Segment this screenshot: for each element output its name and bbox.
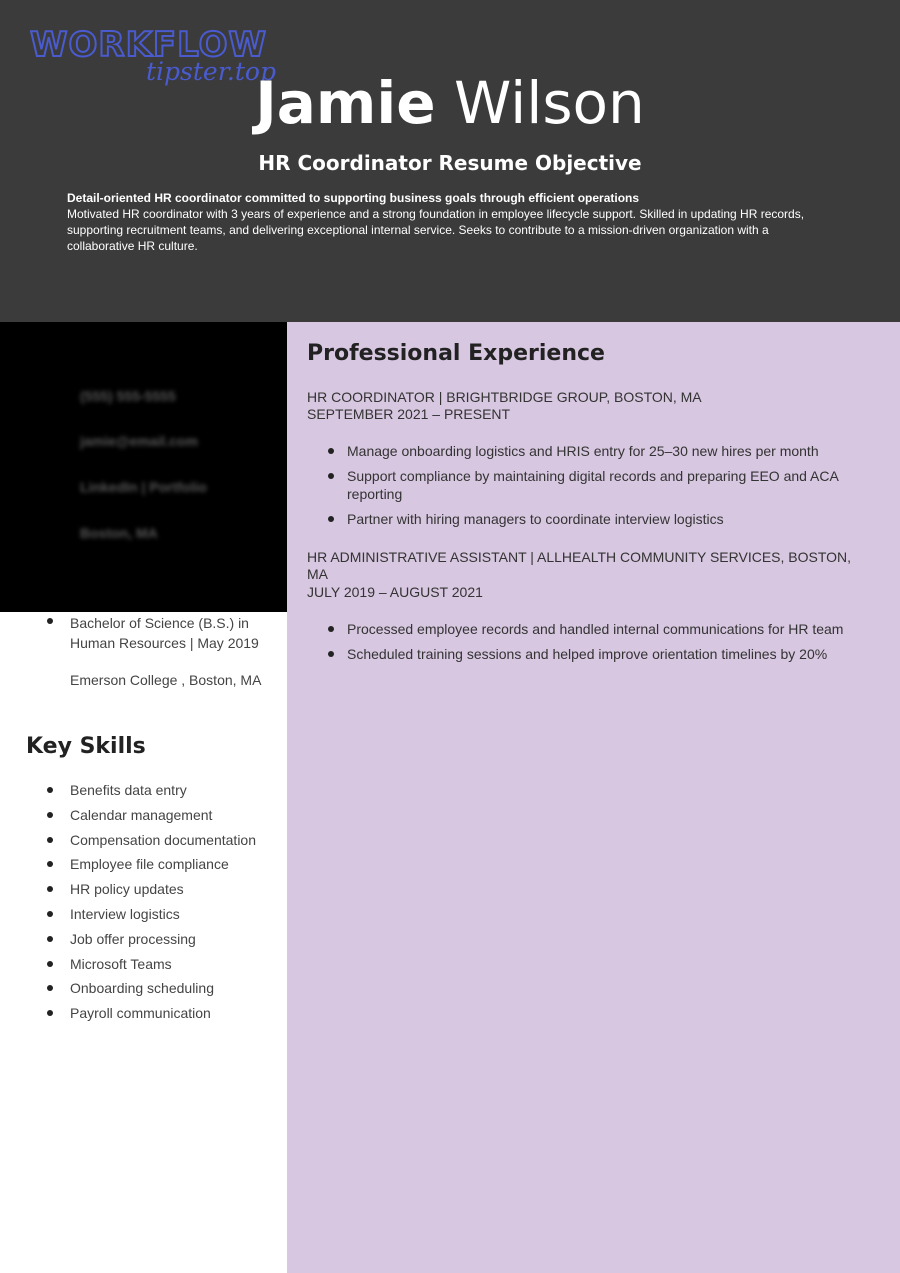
- last-name: Wilson: [454, 69, 645, 137]
- contact-linkedin: LinkedIn | Portfolio: [80, 479, 207, 495]
- contact-email: jamie@email.com: [80, 433, 198, 449]
- contact-phone: (555) 555-5555: [80, 388, 176, 404]
- skills-list: [30, 778, 280, 1026]
- list-item: Payroll communication: [30, 1001, 280, 1026]
- skills-heading: Key Skills: [26, 734, 146, 759]
- list-item: Partner with hiring managers to coordinate interview logistics: [307, 510, 882, 528]
- job-bullets: [307, 620, 892, 663]
- experience-heading: Professional Experience: [307, 341, 605, 366]
- list-item: Microsoft Teams: [30, 952, 280, 977]
- job-title: HR COORDINATOR | BRIGHTBRIDGE GROUP, BOSTON, MA: [307, 389, 702, 405]
- education-degree: Bachelor of Science (B.S.) in Human Resources | May 2019: [70, 615, 259, 651]
- bullet-dot: [47, 618, 53, 624]
- list-item: Manage onboarding logistics and HRIS entry for 25–30 new hires per month: [307, 442, 882, 460]
- list-item: Scheduled training sessions and helped improve orientation timelines by 20%: [307, 645, 892, 663]
- list-item: Compensation documentation: [30, 828, 280, 853]
- list-item: Support compliance by maintaining digital records and preparing EEO and ACA reporting: [307, 467, 882, 503]
- list-item: Calendar management: [30, 803, 280, 828]
- list-item: Onboarding scheduling: [30, 976, 280, 1001]
- education-school: Emerson College , Boston, MA: [70, 672, 262, 688]
- contact-location: Boston, MA: [80, 525, 158, 541]
- objective-lead: Detail-oriented HR coordinator committed to supporting business goals through efficient operations: [67, 191, 640, 205]
- list-item: Processed employee records and handled internal communications for HR team: [307, 620, 892, 638]
- list-item: HR policy updates: [30, 877, 280, 902]
- first-name: Jamie: [255, 69, 436, 137]
- list-item: Benefits data entry: [30, 778, 280, 803]
- candidate-name: [0, 68, 900, 138]
- job-dates: JULY 2019 – AUGUST 2021: [307, 584, 483, 600]
- contact-box: [0, 322, 287, 612]
- objective-title: HR Coordinator Resume Objective: [258, 151, 642, 175]
- resume-header: [0, 0, 900, 322]
- list-item: Interview logistics: [30, 902, 280, 927]
- job-bullets: [307, 442, 882, 528]
- list-item: Employee file compliance: [30, 852, 280, 877]
- watermark-sub-text: tipster.top: [146, 57, 276, 86]
- watermark-main-text: WORKFLOW: [30, 25, 268, 65]
- job-dates: SEPTEMBER 2021 – PRESENT: [307, 406, 511, 422]
- objective-body: Motivated HR coordinator with 3 years of experience and a strong foundation in employee lifecycle support. Skilled in updating HR records, supporting recruitment teams, and delivering exceptional internal service. Seeks to contribute to a mission-driven organization with a collaborative HR culture.: [67, 207, 805, 253]
- list-item: Job offer processing: [30, 927, 280, 952]
- job-title: HR ADMINISTRATIVE ASSISTANT | ALLHEALTH COMMUNITY SERVICES, BOSTON, MA: [307, 549, 852, 582]
